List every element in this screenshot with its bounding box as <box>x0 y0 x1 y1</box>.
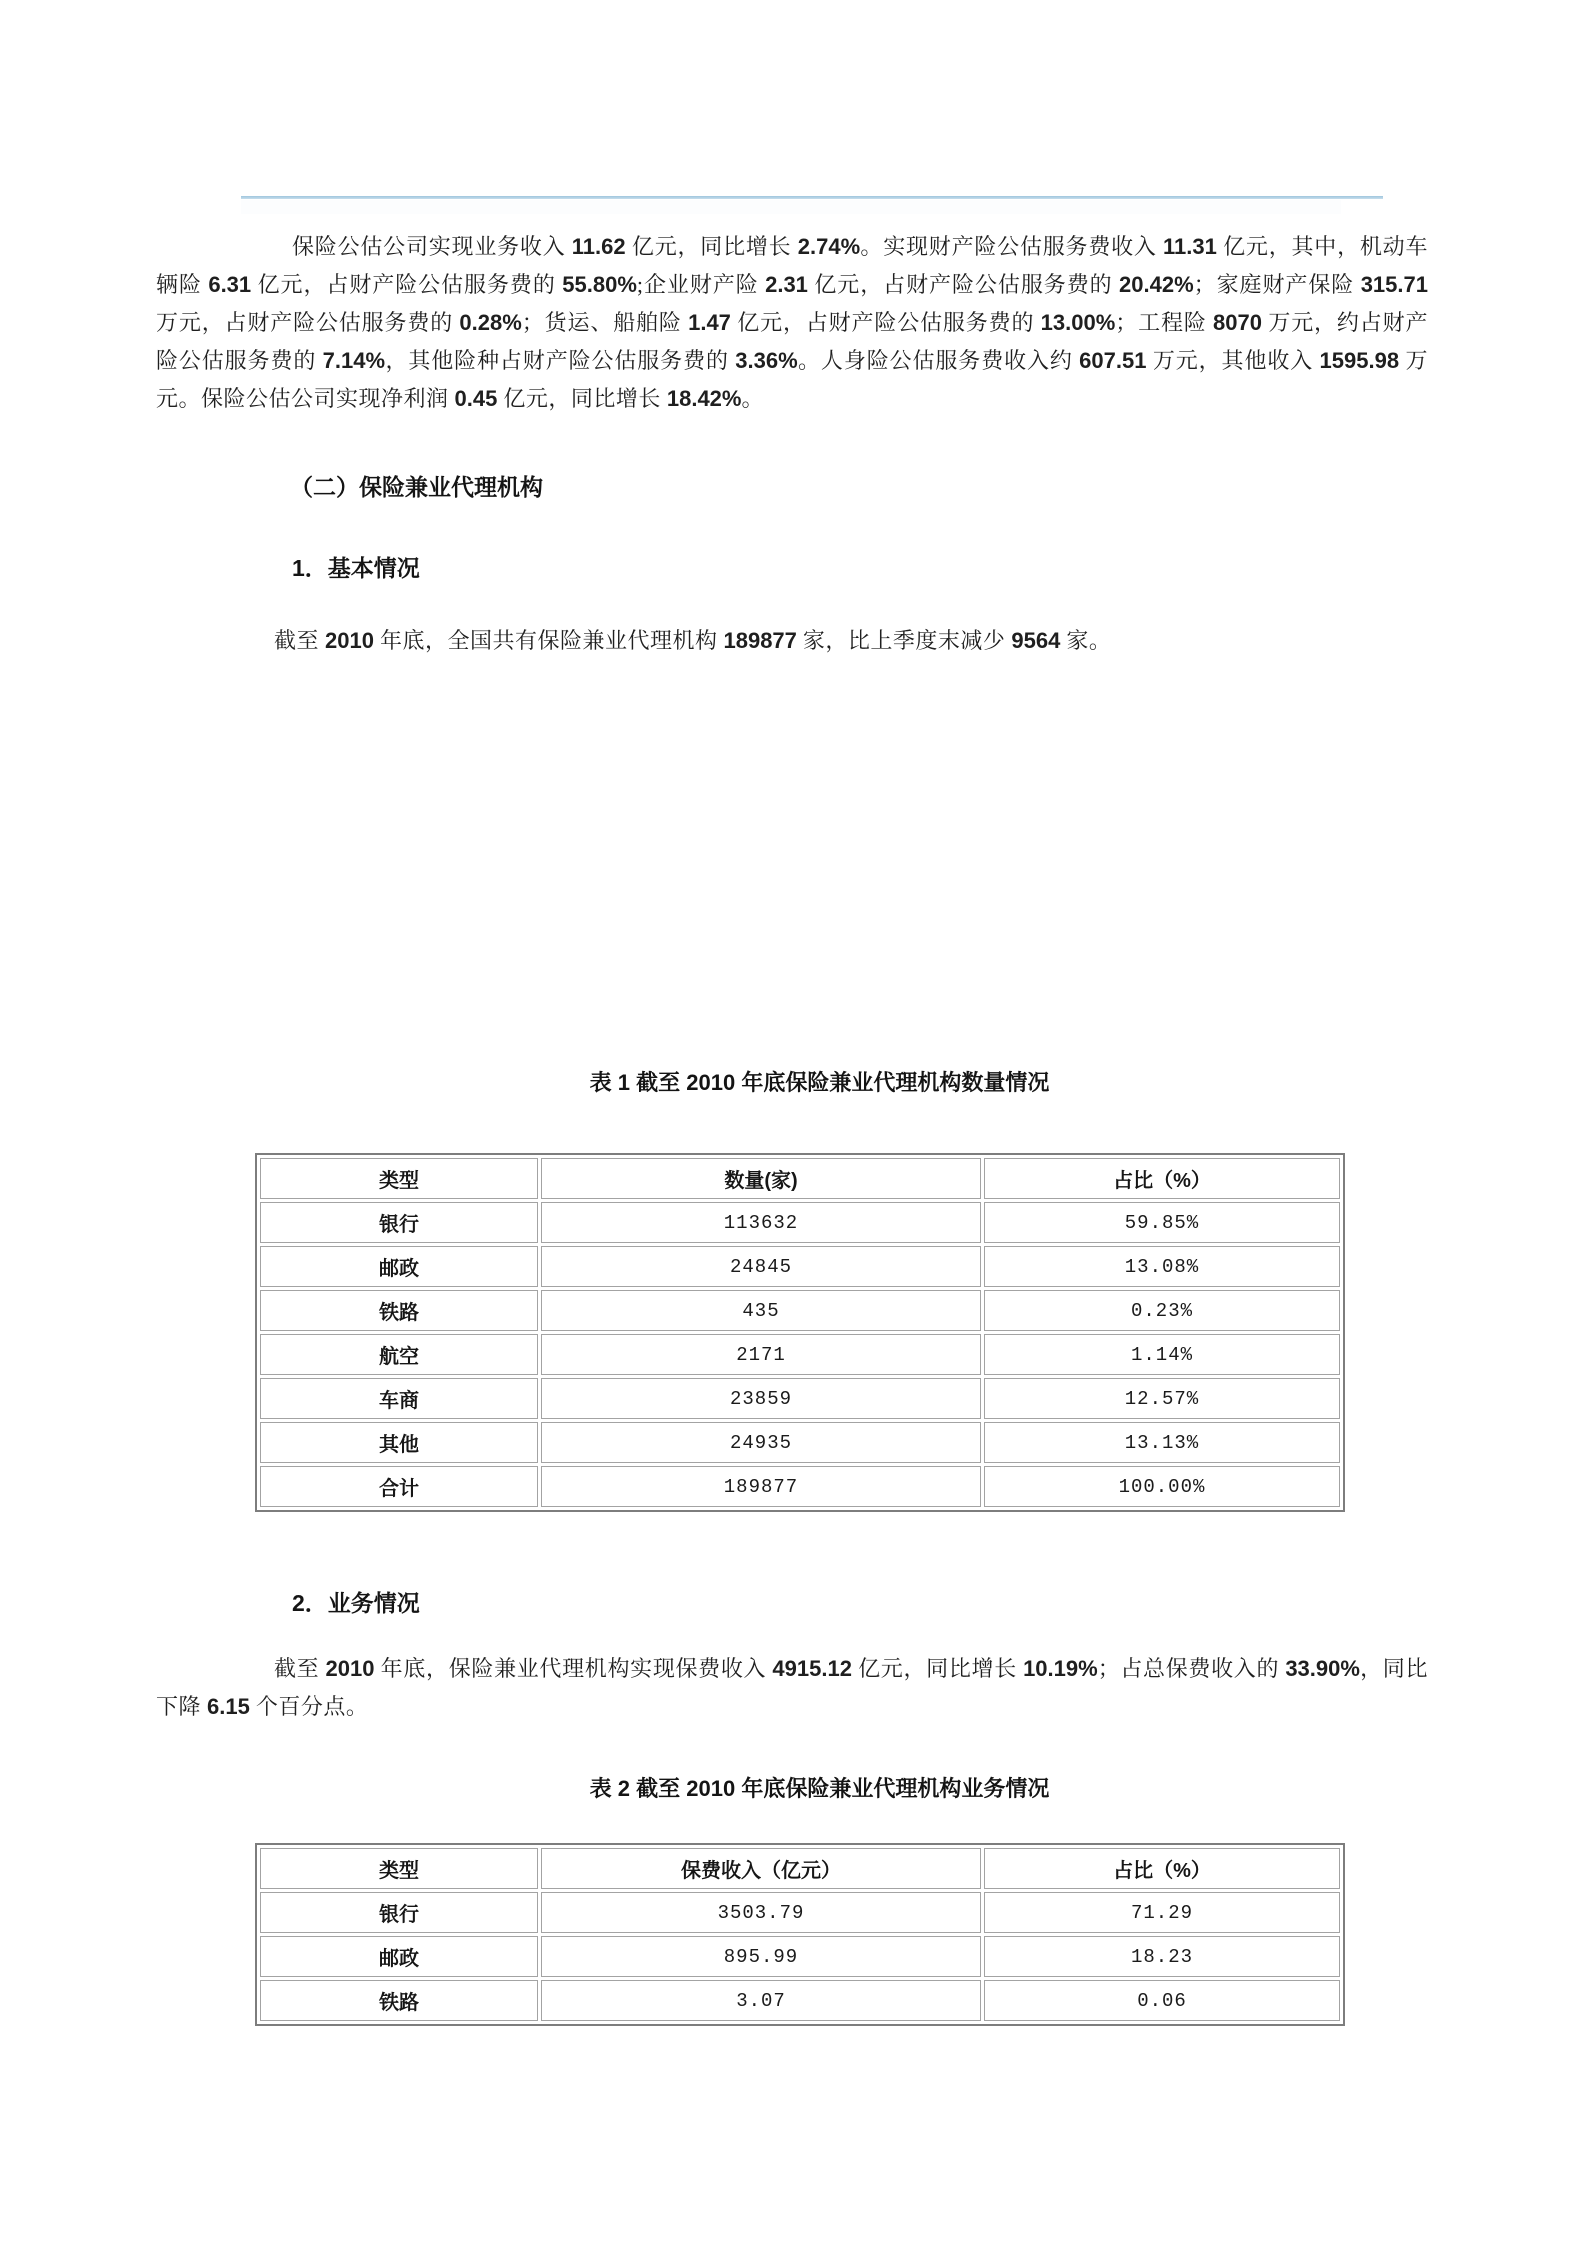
table-header-cell: 占比（%） <box>984 1158 1340 1199</box>
table-row <box>260 1246 1340 1287</box>
table-cell: 3.07 <box>541 1980 981 2021</box>
table-cell: 铁路 <box>260 1980 538 2021</box>
table-cell: 23859 <box>541 1378 981 1419</box>
numeric-text: 13.00% <box>1040 310 1116 335</box>
table-cell: 邮政 <box>260 1936 538 1977</box>
numeric-text: 315.71 <box>1360 272 1428 297</box>
numeric-text: 18.42% <box>666 386 742 411</box>
numeric-text: 1.47 <box>688 310 731 335</box>
table-cell: 银行 <box>260 1892 538 1933</box>
numeric-text: 2 <box>617 1776 631 1801</box>
paragraph-appraisal-company-revenue: 保险公估公司实现业务收入 11.62 亿元，同比增长 2.74%。实现财产险公估服务费收入 11.31 亿元，其中，机动车辆险 6.31 亿元，占财产险公估服务费的 55.80%;企业财产险 2.31 亿元，占财产险公估服务费的 20.42%；家庭财产保险 315.71 万元，占财产险公估服务费的 0.28%；货运、船舶险 1.47 亿元，占财产险公估服务费的 13.00%；工程险 8070 万元，约占财产险公估服务费的 7.14%，其他险种占财产险公估服务费的 3.36%。人身险公估服务费收入约 607.51 万元，其他收入 1595.98 万元。保险公估公司实现净利润 0.45 亿元，同比增长 18.42%。 <box>156 234 1428 411</box>
numeric-text: 4915.12 <box>772 1656 852 1681</box>
table-cell: 113632 <box>541 1202 981 1243</box>
table1-title: 表 1 截至 2010 年底保险兼业代理机构数量情况 <box>589 1070 1050 1095</box>
table-cell: 12.57% <box>984 1378 1340 1419</box>
section-heading-ancillary-agency: （二）保险兼业代理机构 <box>290 474 543 500</box>
numeric-text: 607.51 <box>1079 348 1147 373</box>
table-cell: 银行 <box>260 1202 538 1243</box>
table-cell: 3503.79 <box>541 1892 981 1933</box>
numeric-text: 2.74% <box>797 234 861 259</box>
table-cell: 邮政 <box>260 1246 538 1287</box>
table-cell: 24935 <box>541 1422 981 1463</box>
numeric-text: 2010 <box>686 1070 736 1095</box>
table-row <box>260 1202 1340 1243</box>
subheading-business-situation: 2．业务情况 <box>292 1590 420 1616</box>
numeric-text: 11.62 <box>571 234 626 259</box>
numeric-text: 7.14% <box>322 348 386 373</box>
table1-agency-count <box>255 1153 1345 1512</box>
numeric-text: 2010 <box>325 628 374 653</box>
table-row <box>260 1422 1340 1463</box>
table-cell: 2171 <box>541 1334 981 1375</box>
numeric-text: 9564 <box>1011 628 1061 653</box>
subheading-basic-situation: 1．基本情况 <box>292 555 420 581</box>
numeric-text: 0.45 <box>454 386 498 411</box>
numeric-text: 11.31 <box>1163 234 1217 259</box>
table2-agency-business <box>255 1843 1345 2026</box>
numeric-text: 1 <box>617 1070 631 1095</box>
table-row <box>260 1936 1340 1977</box>
table-row <box>260 1892 1340 1933</box>
table-header-cell: 类型 <box>260 1158 538 1199</box>
numeric-text: 3.36% <box>735 348 798 373</box>
header-rule-shadow <box>241 200 1341 214</box>
table-cell: 24845 <box>541 1246 981 1287</box>
table-cell: 0.06 <box>984 1980 1340 2021</box>
numeric-text: 6.15 <box>207 1694 250 1719</box>
table-cell: 59.85% <box>984 1202 1340 1243</box>
table-cell: 0.23% <box>984 1290 1340 1331</box>
table-cell: 13.08% <box>984 1246 1340 1287</box>
table-cell: 车商 <box>260 1378 538 1419</box>
table-cell: 71.29 <box>984 1892 1340 1933</box>
table-header-cell: 保费收入（亿元） <box>541 1848 981 1889</box>
numeric-text: 8070 <box>1213 310 1262 335</box>
numeric-text: 0.28% <box>459 310 522 335</box>
table-cell: 航空 <box>260 1334 538 1375</box>
numeric-text: 2.31 <box>765 272 808 297</box>
header-rule <box>241 196 1383 199</box>
table-cell: 189877 <box>541 1466 981 1507</box>
paragraph-premium-income: 截至 2010 年底，保险兼业代理机构实现保费收入 4915.12 亿元，同比增长 10.19%；占总保费收入的 33.90%，同比下降 6.15 个百分点。 <box>156 1656 1428 1719</box>
table-cell: 铁路 <box>260 1290 538 1331</box>
table-cell: 435 <box>541 1290 981 1331</box>
numeric-text: 20.42% <box>1119 272 1194 297</box>
table-row <box>260 1290 1340 1331</box>
numeric-text: 6.31 <box>208 272 252 297</box>
numeric-text: 2010 <box>325 1656 375 1681</box>
numeric-text: 33.90% <box>1285 1656 1360 1681</box>
numeric-text: 1595.98 <box>1319 348 1400 373</box>
table2-title: 表 2 截至 2010 年底保险兼业代理机构业务情况 <box>589 1776 1050 1801</box>
table-cell: 895.99 <box>541 1936 981 1977</box>
numeric-text: 10.19% <box>1023 1656 1098 1681</box>
table-row <box>260 1334 1340 1375</box>
table-cell: 100.00% <box>984 1466 1340 1507</box>
table-cell: 13.13% <box>984 1422 1340 1463</box>
table-cell: 其他 <box>260 1422 538 1463</box>
numeric-text: 2010 <box>686 1776 736 1801</box>
table-header-cell: 数量(家) <box>541 1158 981 1199</box>
table-header-cell: 类型 <box>260 1848 538 1889</box>
table-row <box>260 1980 1340 2021</box>
numeric-text: 55.80% <box>562 272 637 297</box>
table-cell: 18.23 <box>984 1936 1340 1977</box>
table-cell: 合计 <box>260 1466 538 1507</box>
table-cell: 1.14% <box>984 1334 1340 1375</box>
paragraph-agency-count: 截至 2010 年底，全国共有保险兼业代理机构 189877 家，比上季度末减少 9564 家。 <box>274 628 1112 653</box>
table-header-cell: 占比（%） <box>984 1848 1340 1889</box>
table-row <box>260 1378 1340 1419</box>
numeric-text: 189877 <box>723 628 797 653</box>
table-row <box>260 1466 1340 1507</box>
table-header-row <box>260 1848 1340 1889</box>
table-header-row <box>260 1158 1340 1199</box>
